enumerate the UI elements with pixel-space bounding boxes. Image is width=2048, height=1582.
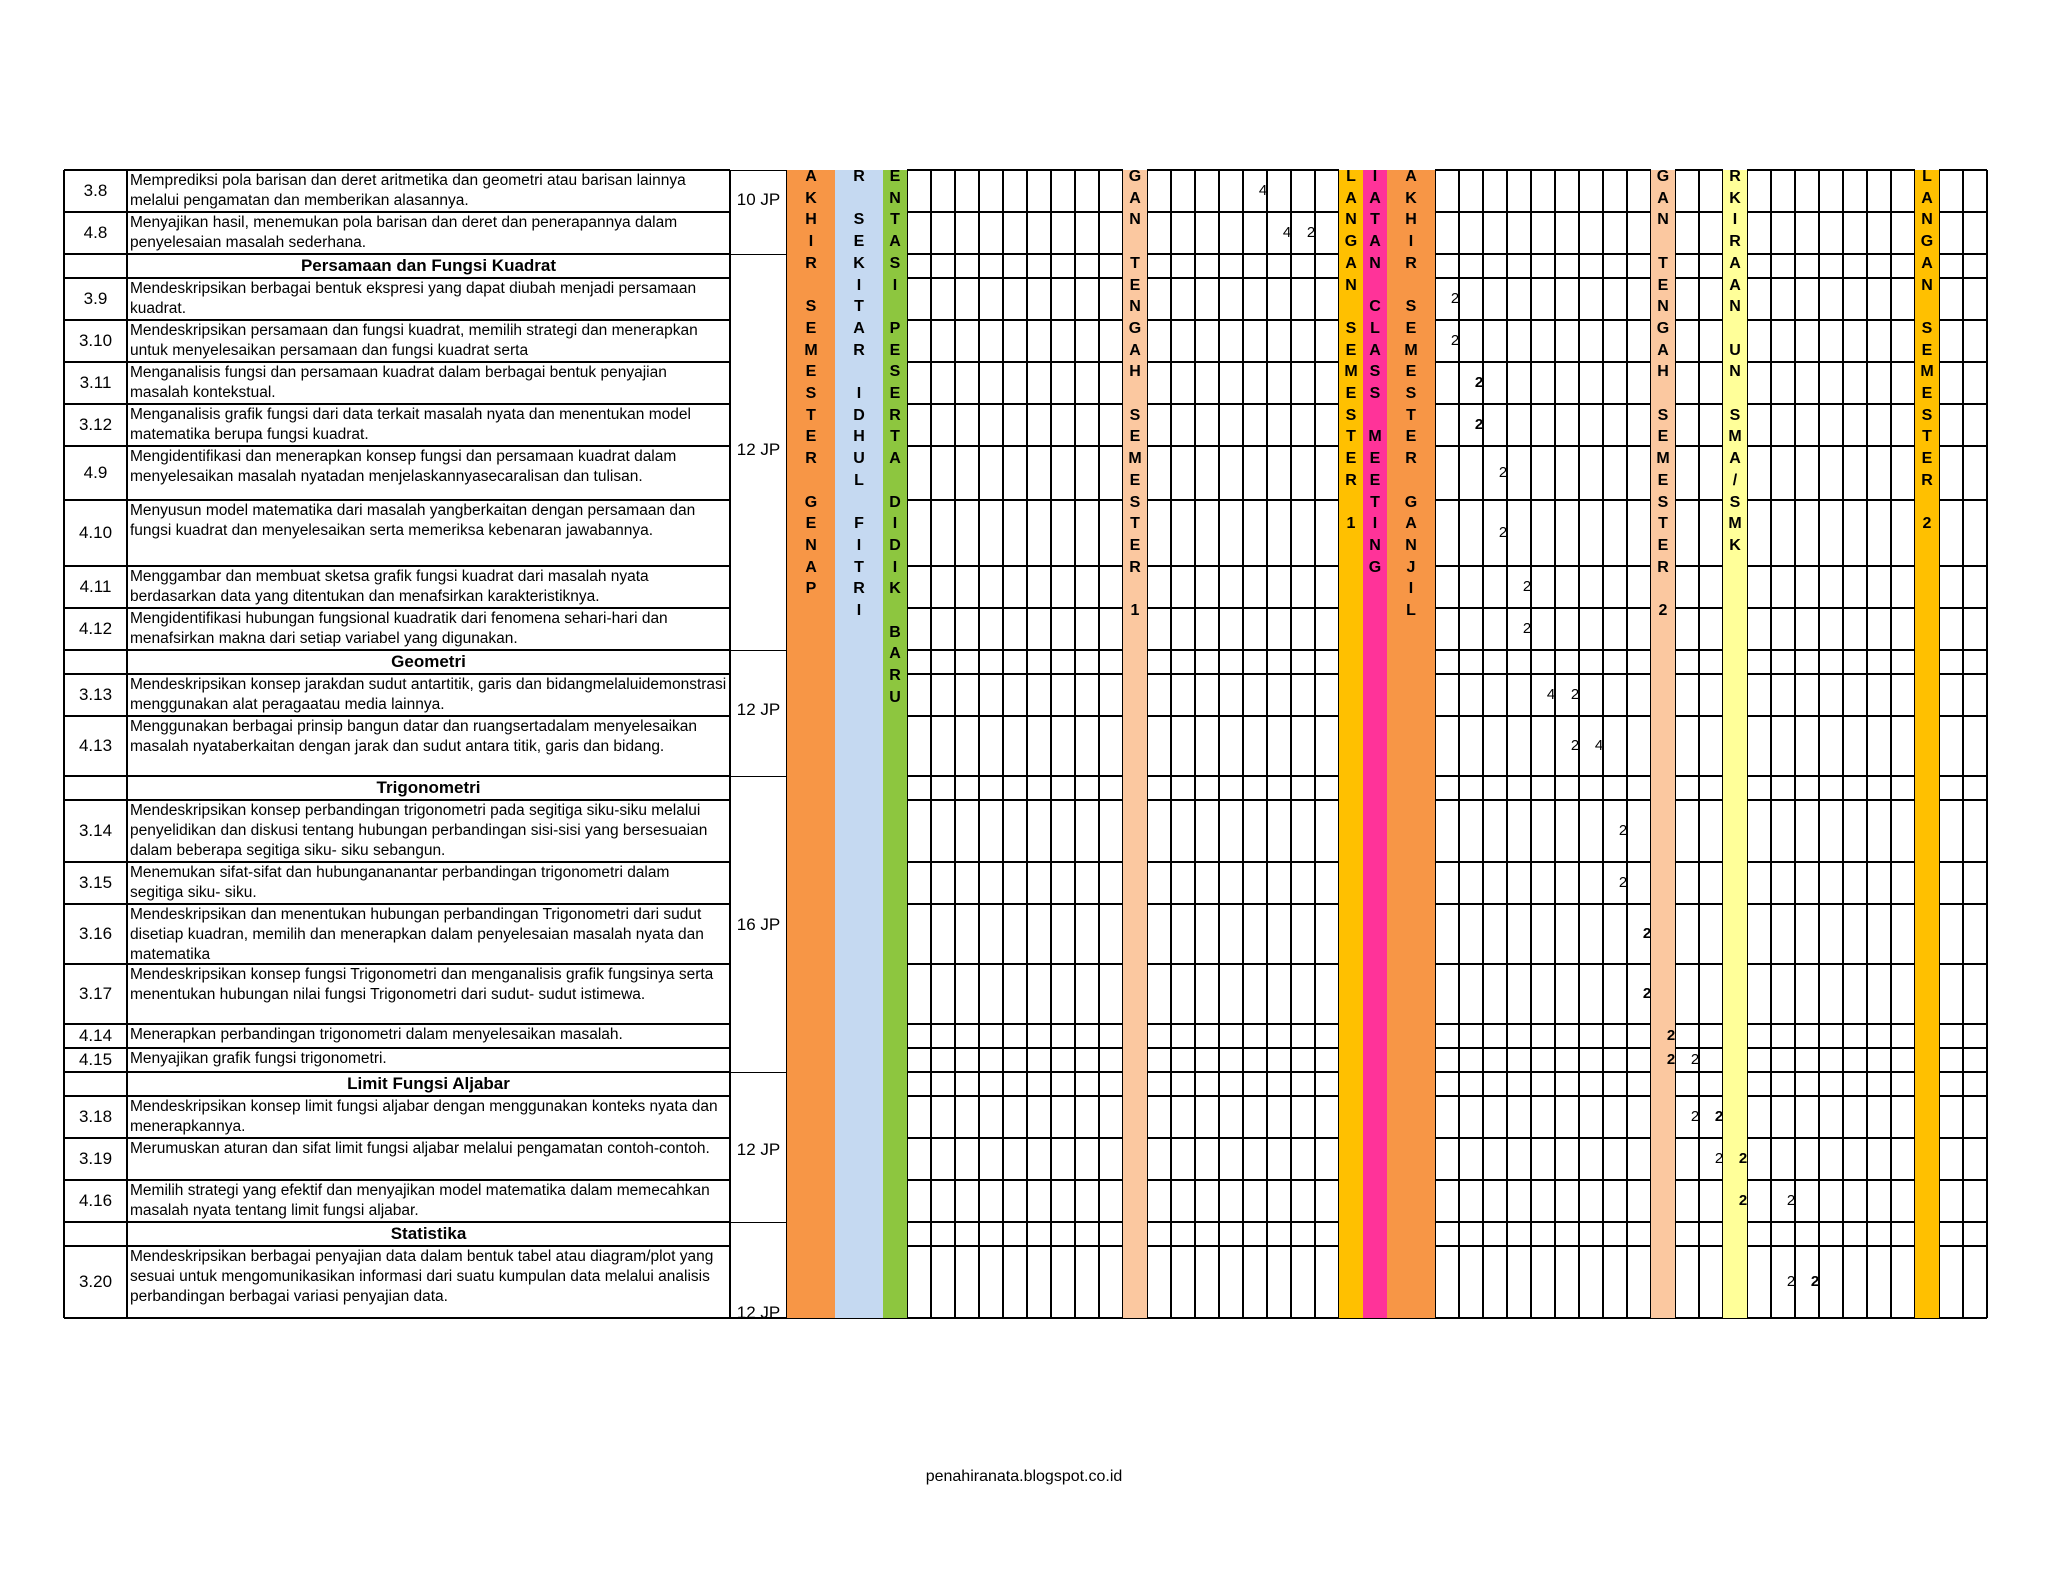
grid-col-line [1818, 170, 1820, 1318]
grid-row-line [907, 445, 1123, 447]
grid-row-line [907, 319, 1123, 321]
grid-row-line [907, 775, 1123, 777]
grid-col-line [1698, 170, 1700, 1318]
grid-col-line [1530, 170, 1532, 1318]
cell-value: 2 [1498, 464, 1508, 481]
competency-code: 3.17 [78, 984, 113, 1003]
grid-col-line [1074, 170, 1076, 1318]
cell-value: 2 [1714, 1108, 1724, 1125]
cell-value: 2 [1570, 737, 1580, 754]
competency-description: Memprediksi pola barisan dan deret aritmetika dan geometri atau barisan lainnya melalui pengamatan dan memberikan alasannya. [130, 172, 686, 209]
grid-col-line [1098, 170, 1100, 1318]
grid-row-line [1435, 1179, 1651, 1181]
grid-row-line [1435, 1221, 1651, 1223]
competency-description: Menyusun model matematika dari masalah yangberkaitan dengan persamaan dan fungsi kuadrat dan menyelesaikan serta memeriksa kebenaran jawabannya. [130, 502, 696, 539]
competency-description: Menganalisis fungsi dan persamaan kuadrat dalam berbagai bentuk penyajian masalah kontekstual. [130, 364, 667, 401]
band-label-akhir-semester-ganjil: A K H I R S E M E S T E R G A N J I L [1404, 168, 1418, 620]
cell-value: 2 [1738, 1192, 1748, 1209]
grid-col-line [930, 170, 932, 1318]
grid-row-line [907, 277, 1123, 279]
cell-value: 2 [1690, 1051, 1700, 1068]
cell-value: 2 [1618, 874, 1628, 891]
section-title: Limit Fungsi Aljabar [347, 1074, 510, 1093]
grid-row-line [1435, 499, 1651, 501]
jp-label: 12 JP [736, 1303, 781, 1322]
competency-code: 3.15 [78, 873, 113, 892]
grid-row-line [1435, 775, 1651, 777]
cell-value: 2 [1690, 1108, 1700, 1125]
grid-row-line [1435, 1137, 1651, 1139]
competency-description: Menerapkan perbandingan trigonometri dalam menyelesaikan masalah. [130, 1026, 623, 1043]
cell-value: 2 [1450, 332, 1460, 349]
grid-row-line [907, 211, 1123, 213]
grid-row-line [907, 1245, 1123, 1247]
band-label-akhir-semester-genap: A K H I R S E M E S T E R G E N A P [804, 168, 818, 598]
band-label-penilaian-tengah-semester-1: G A N T E N G A H S E M E S T E R 1 [1128, 168, 1142, 620]
section-title: Statistika [390, 1224, 467, 1243]
grid-col-line [1242, 170, 1244, 1318]
grid-row-line [907, 1221, 1123, 1223]
grid-row-line [907, 1047, 1123, 1049]
grid-row-line [1435, 1245, 1651, 1247]
cell-value: 4 [1258, 182, 1268, 199]
grid-row-line [907, 607, 1123, 609]
grid-row-line [907, 1095, 1123, 1097]
grid-col-line [1866, 170, 1868, 1318]
footer-url: penahiranata.blogspot.co.id [925, 1468, 1123, 1485]
cell-value: 4 [1282, 224, 1292, 241]
cell-value: 4 [1594, 737, 1604, 754]
grid-col-line [1194, 170, 1196, 1318]
competency-description: Mengidentifikasi dan menerapkan konsep fungsi dan persamaan kuadrat dalam menyelesaikan masalah nyatadan menjelaskannyasecaralisan dan tulisan. [130, 448, 677, 485]
grid-row-line [1435, 565, 1651, 567]
grid-col-line [1794, 170, 1796, 1318]
grid-col-line [1554, 170, 1556, 1318]
grid-col-line [1986, 170, 1988, 1318]
competency-code: 3.16 [78, 924, 113, 943]
competency-description: Menggunakan berbagai prinsip bangun datar dan ruangsertadalam menyelesaikan masalah nyataberkaitan dengan jarak dan sudut antara titik, garis dan bidang. [130, 718, 697, 755]
grid-row-line [1435, 403, 1651, 405]
cell-value: 4 [1546, 686, 1556, 703]
cell-value: 2 [1522, 620, 1532, 637]
grid-col-line [1626, 170, 1628, 1318]
jp-line [730, 254, 787, 255]
grid-row-line [907, 673, 1123, 675]
grid-row-line [1435, 607, 1651, 609]
jp-label: 12 JP [736, 440, 781, 459]
competency-description: Mendeskripsikan konsep fungsi Trigonometri dan menganalisis grafik fungsinya serta menentukan hubungan nilai fungsi Trigonometri dari sudut- sudut istimewa. [130, 966, 714, 1003]
cell-value: 2 [1642, 925, 1652, 942]
jp-label: 12 JP [736, 700, 781, 719]
grid-row-line [907, 499, 1123, 501]
grid-row-line [1435, 1047, 1651, 1049]
competency-code: 4.13 [78, 736, 113, 755]
band-label-ulangan-semester-2: L A N G A N S E M E S T E R 2 [1920, 168, 1934, 533]
cell-value: 2 [1474, 416, 1484, 433]
grid-row-line [1435, 963, 1651, 965]
cell-value: 2 [1642, 985, 1652, 1002]
competency-description: Menganalisis grafik fungsi dari data terkait masalah nyata dan menentukan model matematika berupa fungsi kuadrat. [130, 406, 691, 443]
cell-value: 2 [1522, 578, 1532, 595]
grid-row-line [907, 963, 1123, 965]
cell-value: 2 [1786, 1192, 1796, 1209]
competency-code: 4.16 [78, 1191, 113, 1210]
grid-row-line [1435, 169, 1651, 171]
competency-code: 3.14 [78, 821, 113, 840]
grid-col-line [1290, 170, 1292, 1318]
grid-row-line [907, 403, 1123, 405]
section-title: Trigonometri [376, 778, 481, 797]
grid-row-line [907, 861, 1123, 863]
grid-row-line [1435, 445, 1651, 447]
grid-row-line [1435, 361, 1651, 363]
grid-col-line [954, 170, 956, 1318]
competency-description: Mendeskripsikan dan menentukan hubungan perbandingan Trigonometri dari sudut disetiap kuadran, memilih dan menerapkan dalam penyelesaian masalah nyata dan matematika [130, 906, 704, 963]
competency-code: 3.18 [78, 1107, 113, 1126]
grid-row-line [907, 799, 1123, 801]
cell-value: 2 [1306, 224, 1316, 241]
grid-col-line [1026, 170, 1028, 1318]
grid-col-line [1050, 170, 1052, 1318]
grid-row-line [907, 169, 1123, 171]
grid-row-line [907, 361, 1123, 363]
grid-col-line [1890, 170, 1892, 1318]
grid-row-line [907, 649, 1123, 651]
competency-description: Mengidentifikasi hubungan fungsional kuadratik dari fenomena sehari-hari dan menafsirkan makna dari setiap variabel yang digunakan. [130, 610, 668, 647]
competency-code: 4.14 [78, 1026, 113, 1045]
competency-code: 4.12 [78, 619, 113, 638]
grid-row-line [1435, 253, 1651, 255]
competency-description: Mendeskripsikan berbagai bentuk ekspresi yang dapat diubah menjadi persamaan kuadrat. [130, 280, 697, 317]
competency-description: Menggambar dan membuat sketsa grafik fungsi kuadrat dari masalah nyata berdasarkan data yang ditentukan dan menafsirkan karakteristiknya. [130, 568, 649, 605]
competency-code: 3.12 [78, 415, 113, 434]
grid-row-line [1435, 1023, 1651, 1025]
competency-code: 3.13 [78, 685, 113, 704]
competency-description: Mendeskripsikan persamaan dan fungsi kuadrat, memilih strategi dan menerapkan untuk menyelesaikan persamaan dan fungsi kuadrat serta [130, 322, 698, 359]
grid-col-line [1218, 170, 1220, 1318]
band-label-orientasi-peserta-didik-baru: E N T A S I P E S E R T A D I D I K B A R U [889, 168, 901, 706]
section-title: Persamaan dan Fungsi Kuadrat [300, 256, 557, 275]
cell-value: 2 [1474, 374, 1484, 391]
grid-row-line [1435, 277, 1651, 279]
competency-description: Mendeskripsikan konsep jarakdan sudut antartitik, garis dan bidangmelaluidemonstrasi menggunakan alat peragaatau media lainnya. [130, 676, 727, 713]
grid-row-line [1435, 1071, 1651, 1073]
competency-description: Mendeskripsikan konsep limit fungsi aljabar dengan menggunakan konteks nyata dan menerapkannya. [130, 1098, 718, 1135]
band-label-penilaian-tengah-semester-2: G A N T E N G A H S E M E S T E R 2 [1656, 168, 1670, 620]
jp-line [730, 650, 787, 651]
jp-line [730, 776, 787, 777]
cell-value: 2 [1666, 1027, 1676, 1044]
grid-row-line [907, 1071, 1123, 1073]
grid-row-line [1435, 1095, 1651, 1097]
competency-code: 3.9 [83, 289, 108, 308]
grid-row-line [907, 1023, 1123, 1025]
competency-code: 3.10 [78, 331, 113, 350]
jp-label: 12 JP [736, 1140, 781, 1159]
grid-row-line [1435, 211, 1651, 213]
cell-value: 2 [1450, 290, 1460, 307]
competency-description: Mendeskripsikan berbagai penyajian data dalam bentuk tabel atau diagram/plot yang sesuai untuk mengomunikasikan informasi dari suatu kumpulan data melalui analisis perbandingan berbagai variasi penyajian data. [130, 1248, 714, 1305]
grid-col-line [1170, 170, 1172, 1318]
grid-col-line [1962, 170, 1964, 1318]
competency-description: Merumuskan aturan dan sifat limit fungsi aljabar melalui pengamatan contoh-contoh. [130, 1140, 710, 1157]
cell-value: 2 [1618, 822, 1628, 839]
competency-code: 4.11 [79, 577, 112, 596]
competency-description: Menyajikan grafik fungsi trigonometri. [130, 1050, 387, 1067]
grid-col-line [1266, 170, 1268, 1318]
grid-row-line [1435, 715, 1651, 717]
section-title: Geometri [391, 652, 466, 671]
cell-value: 2 [1498, 524, 1508, 541]
competency-description: Menemukan sifat-sifat dan hubungananantar perbandingan trigonometri dalam segitiga siku- siku. [130, 864, 670, 901]
grid-row-line [907, 565, 1123, 567]
jp-label: 10 JP [736, 190, 781, 209]
competency-code: 3.11 [79, 373, 112, 392]
grid-row-line [1435, 799, 1651, 801]
competency-code: 4.10 [78, 523, 113, 542]
grid-row-line [1435, 861, 1651, 863]
jp-line [730, 1222, 787, 1223]
grid-row-line [907, 1179, 1123, 1181]
cell-value: 2 [1570, 686, 1580, 703]
competency-code: 3.19 [78, 1149, 113, 1168]
competency-code: 4.9 [83, 463, 108, 482]
grid-col-line [1002, 170, 1004, 1318]
cell-value: 2 [1786, 1273, 1796, 1290]
grid-row-line [1435, 903, 1651, 905]
jp-line [730, 170, 787, 171]
jp-line [730, 1072, 787, 1073]
grid-col-line [1482, 170, 1484, 1318]
grid-col-line [978, 170, 980, 1318]
competency-description: Menyajikan hasil, menemukan pola barisan dan deret dan penerapannya dalam penyelesaian masalah sederhana. [130, 214, 678, 251]
competency-code: 4.8 [83, 223, 108, 242]
band-label-ujian-nasional-sma-smk: R K I R A A N U N S M A / S M K [1728, 168, 1742, 554]
cell-value: 2 [1666, 1051, 1676, 1068]
cell-value: 2 [1714, 1150, 1724, 1167]
grid-row-line [907, 903, 1123, 905]
grid-row-line [1435, 319, 1651, 321]
grid-row-line [907, 715, 1123, 717]
competency-code: 3.8 [83, 181, 108, 200]
competency-description: Mendeskripsikan konsep perbandingan trigonometri pada segitiga siku-siku melalui penyelidikan dan diskusi tentang hubungan perbandingan sisi-sisi yang bersesuaian dalam beberapa segitiga siku- siku sebangun. [130, 802, 708, 859]
grid-row-line [907, 1137, 1123, 1139]
cell-value: 2 [1810, 1273, 1820, 1290]
grid-row-line [1435, 649, 1651, 651]
competency-code: 3.20 [78, 1272, 113, 1291]
grid-col-line [1770, 170, 1772, 1318]
grid-row-line [1435, 673, 1651, 675]
jp-label: 16 JP [736, 915, 781, 934]
cell-value: 2 [1738, 1150, 1748, 1167]
band-label-kegiatan-class-meeting: I A T A N C L A S S M E E T I N G [1368, 168, 1382, 576]
grid-col-line [1314, 170, 1316, 1318]
grid-row-line [907, 253, 1123, 255]
band-label-sekitar-idhul-fitri: R S E K I T A R I D H U L F I T R I [853, 168, 865, 620]
competency-code: 4.15 [78, 1050, 113, 1069]
grid-col-line [1842, 170, 1844, 1318]
band-label-ulangan-semester-1: L A N G A N S E M E S T E R 1 [1344, 168, 1358, 533]
competency-description: Memilih strategi yang efektif dan menyajikan model matematika dalam memecahkan masalah nyata tentang limit fungsi aljabar. [130, 1182, 710, 1219]
grid-col-line [1506, 170, 1508, 1318]
